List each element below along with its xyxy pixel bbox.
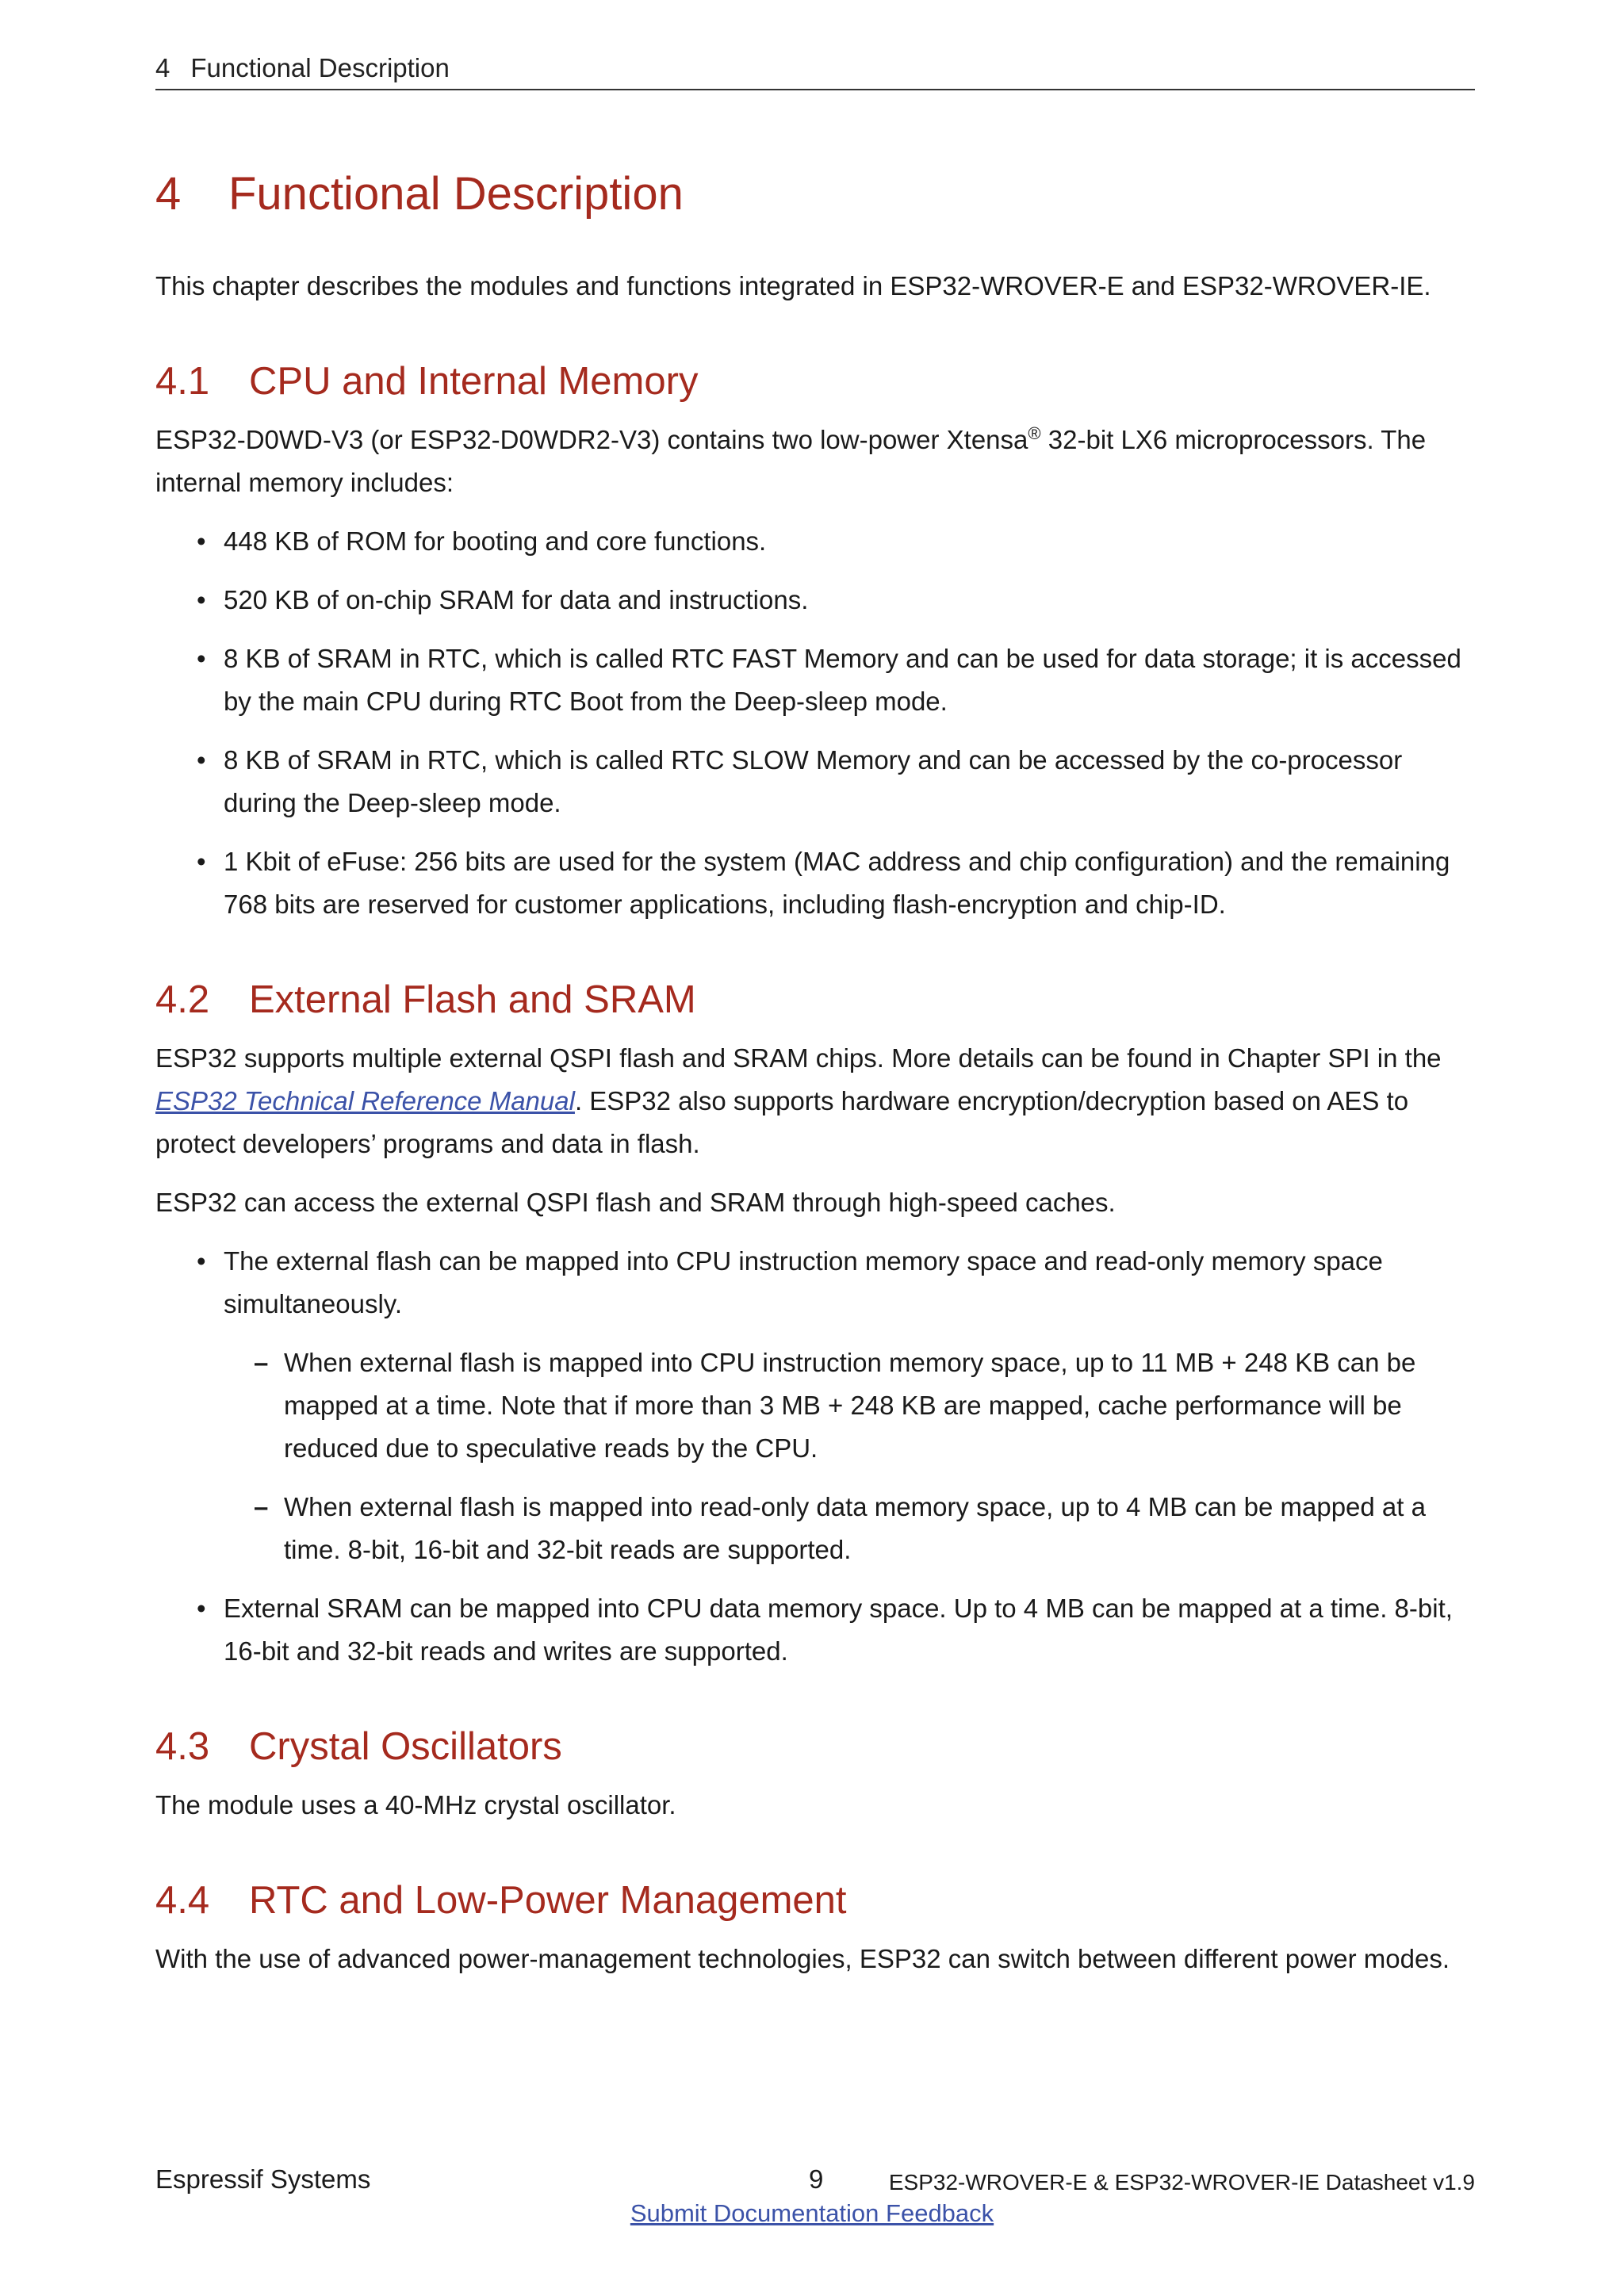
- paragraph-text: ESP32-D0WD-V3 (or ESP32-D0WDR2-V3) contains two low-power Xtensa: [155, 425, 1028, 454]
- chapter-heading: [155, 159, 1478, 230]
- sublist-item: [224, 1341, 1478, 1470]
- section-number: 4.3: [155, 1725, 210, 1768]
- footer-document-title: ESP32-WROVER-E & ESP32-WROVER-IE Datasheet v1.9: [888, 2170, 1475, 2195]
- list-item-text: 1 Kbit of eFuse: 256 bits are used for the system (MAC address and chip configuration) and the remaining 768 bits are reserved for customer applications, including flash-encryption and chip-ID.: [224, 847, 1450, 919]
- registered-mark: ®: [1028, 423, 1041, 443]
- list-item: [155, 1240, 1478, 1571]
- dash-icon: –: [254, 1348, 269, 1377]
- footer-company: Espressif Systems: [155, 2164, 371, 2194]
- technical-reference-manual-link[interactable]: ESP32 Technical Reference Manual: [155, 1086, 575, 1115]
- bullet-icon: •: [197, 1594, 206, 1623]
- bullet-icon: •: [197, 1246, 206, 1276]
- bullet-icon: •: [197, 585, 206, 614]
- memory-list: [155, 520, 1478, 926]
- sublist-item: [224, 1486, 1478, 1571]
- section-title: External Flash and SRAM: [249, 978, 696, 1021]
- paragraph-text: ESP32 supports multiple external QSPI flash and SRAM chips. More details can be found in Chapter SPI in the: [155, 1043, 1442, 1073]
- section-number: 4.2: [155, 978, 210, 1021]
- dash-icon: –: [254, 1492, 269, 1521]
- section-title: Crystal Oscillators: [249, 1725, 562, 1768]
- section-heading-4-1: [155, 354, 1478, 409]
- sublist-item-text: When external flash is mapped into CPU instruction memory space, up to 11 MB + 248 KB can be mapped at a time. Note that if more than 3 MB + 248 KB are mapped, cache performance will be reduced due to speculative reads by the CPU.: [284, 1348, 1416, 1463]
- list-item: [155, 579, 1478, 622]
- flash-sram-list: [155, 1240, 1478, 1673]
- bullet-icon: •: [197, 644, 206, 673]
- section-4-3-paragraph: The module uses a 40-MHz crystal oscillator.: [155, 1790, 676, 1820]
- list-item-text: External SRAM can be mapped into CPU data memory space. Up to 4 MB can be mapped at a time. 8-bit, 16-bit and 32-bit reads and writes are supported.: [224, 1594, 1453, 1666]
- chapter-intro: This chapter describes the modules and functions integrated in ESP32-WROVER-E and ESP32-WROVER-IE.: [155, 271, 1431, 300]
- header-chapter-title: Functional Description: [190, 53, 450, 82]
- flash-sublist: [224, 1341, 1478, 1571]
- list-item: [155, 1587, 1478, 1673]
- bullet-icon: •: [197, 745, 206, 775]
- page-content: [155, 159, 1478, 1996]
- section-4-1-paragraph: [155, 419, 1478, 504]
- section-heading-4-4: [155, 1873, 1478, 1928]
- section-heading-4-2: [155, 972, 1478, 1027]
- list-item: [155, 739, 1478, 825]
- list-item: [155, 637, 1478, 723]
- section-4-2-paragraph-1: [155, 1037, 1478, 1165]
- paragraph-text: 32-bit LX6 microprocessors. The internal memory includes:: [155, 425, 1427, 497]
- section-number: 4.4: [155, 1879, 210, 1922]
- feedback-bar: [0, 2196, 1624, 2231]
- list-item-text: 448 KB of ROM for booting and core functions.: [224, 526, 767, 556]
- chapter-title: Functional Description: [228, 168, 684, 220]
- footer-page-number: 9: [809, 2164, 824, 2194]
- list-item-text: 8 KB of SRAM in RTC, which is called RTC SLOW Memory and can be accessed by the co-processor during the Deep-sleep mode.: [224, 745, 1403, 817]
- list-item: [155, 520, 1478, 563]
- submit-feedback-link[interactable]: Submit Documentation Feedback: [630, 2199, 994, 2227]
- bullet-icon: •: [197, 847, 206, 876]
- section-4-2-paragraph-2: ESP32 can access the external QSPI flash and SRAM through high-speed caches.: [155, 1188, 1116, 1217]
- section-4-4-paragraph: With the use of advanced power-management technologies, ESP32 can switch between different power modes.: [155, 1944, 1450, 1973]
- section-heading-4-3: [155, 1719, 1478, 1774]
- section-title: RTC and Low-Power Management: [249, 1879, 847, 1922]
- list-item: [155, 840, 1478, 926]
- list-item-text: 8 KB of SRAM in RTC, which is called RTC FAST Memory and can be used for data storage; it is accessed by the main CPU during RTC Boot from the Deep-sleep mode.: [224, 644, 1461, 716]
- list-item-text: The external flash can be mapped into CPU instruction memory space and read-only memory space simultaneously.: [224, 1246, 1383, 1318]
- sublist-item-text: When external flash is mapped into read-only data memory space, up to 4 MB can be mapped at a time. 8-bit, 16-bit and 32-bit reads are supported.: [284, 1492, 1426, 1564]
- header-chapter-number: 4: [155, 53, 170, 82]
- paragraph-text: . ESP32 also supports hardware encryption/decryption based on AES to protect developers’ programs and data in flash.: [155, 1086, 1409, 1158]
- list-item-text: 520 KB of on-chip SRAM for data and instructions.: [224, 585, 809, 614]
- section-title: CPU and Internal Memory: [249, 360, 699, 403]
- chapter-number: 4: [155, 168, 182, 220]
- bullet-icon: •: [197, 526, 206, 556]
- section-number: 4.1: [155, 360, 210, 403]
- running-header: [155, 51, 1475, 90]
